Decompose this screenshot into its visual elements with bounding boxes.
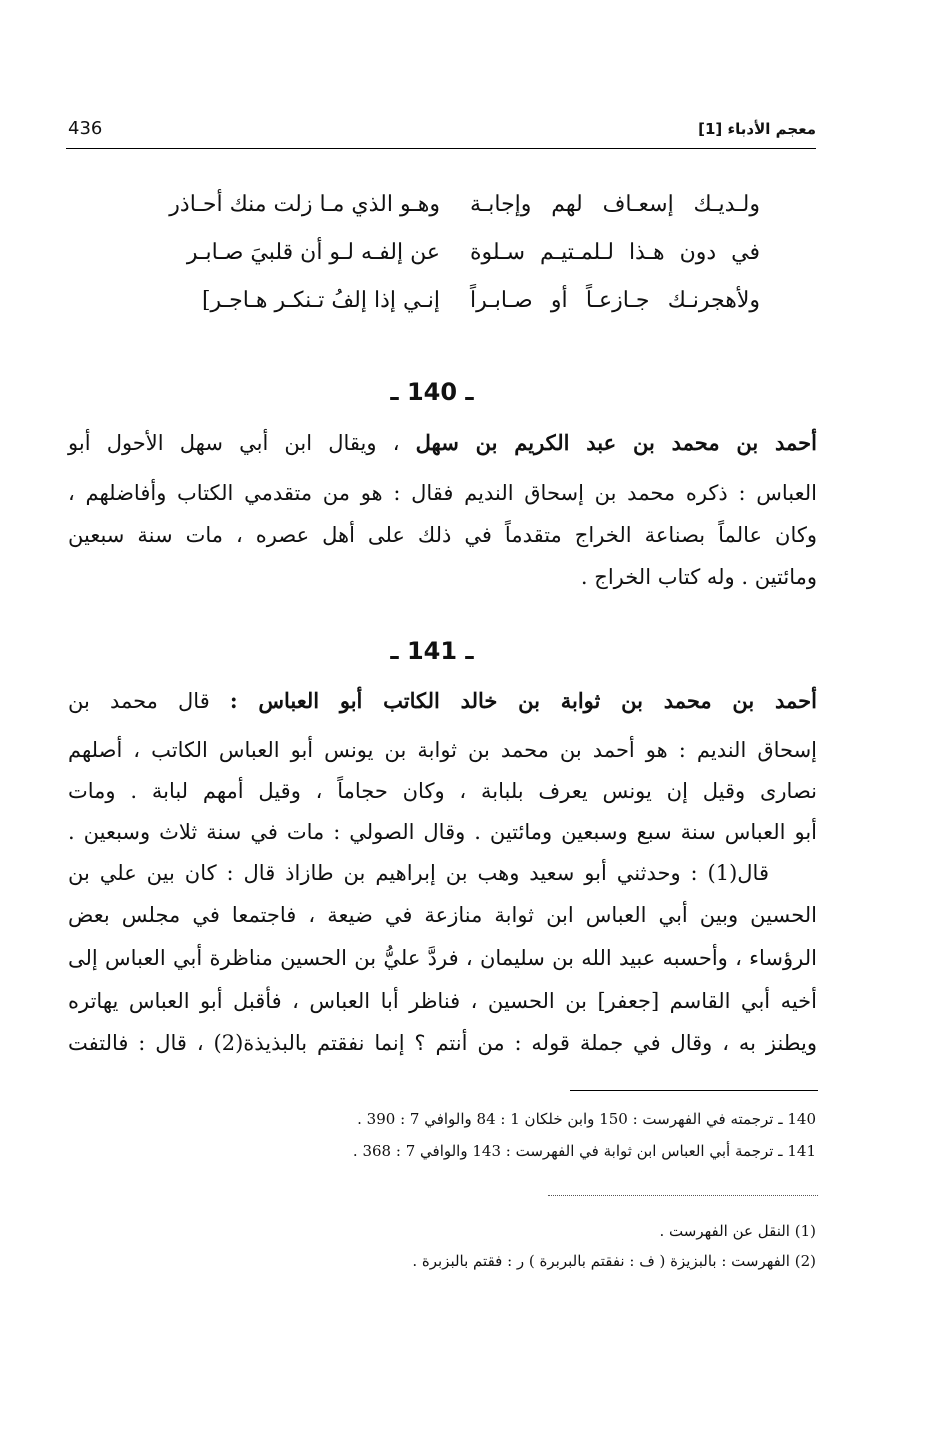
entry-141-line-2: إسحاق النديم : هو أحمد بن محمد بن ثوابة بن يونس أبو العباس الكاتب ، أصلهم bbox=[68, 738, 817, 762]
entry-141-line-3: نصارى وقيل إن يونس يعرف بلبابة ، وكان حجاماً ، وقيل أمهم لبابة . ومات bbox=[68, 779, 817, 803]
source-note-140: 140 ـ ترجمته في الفهرست : 150 وابن خلكان 1 : 84 والوافي 7 : 390 . bbox=[357, 1110, 816, 1128]
entry-140-line-1-rest: ، ويقال ابن أبي سهل الأحول أبو bbox=[68, 431, 400, 455]
entry-141-line-4: أبو العباس سنة سبع وسبعين ومائتين . وقال الصولي : مات في سنة ثلاث وسبعين . bbox=[68, 820, 817, 844]
entry-140-name: أحمد بن محمد بن عبد الكريم بن سهل bbox=[415, 430, 817, 455]
entry-141-number: ـ 141 ـ bbox=[390, 637, 474, 665]
running-header-title: معجم الأدباء [1] bbox=[698, 120, 816, 138]
verse-2-second-hemistich: عن إلفـه لـو أن قلبيَ صـابـر bbox=[186, 240, 440, 265]
verse-1-first-hemistich: ولـديـك إسعـاف لهم وإجابـة bbox=[470, 192, 760, 217]
entry-141-line-1-rest: قال محمد بن bbox=[68, 689, 210, 713]
entry-140-line-4: ومائتين . وله كتاب الخراج . bbox=[580, 565, 817, 589]
entry-140-line-1 bbox=[68, 426, 817, 460]
footnotes-separator bbox=[548, 1195, 818, 1196]
sources-separator bbox=[570, 1090, 818, 1091]
entry-140-number: ـ 140 ـ bbox=[390, 378, 474, 406]
header-rule bbox=[66, 148, 816, 149]
entry-141-para2-line-3: الرؤساء ، وأحسبه عبيد الله بن سليمان ، فردَّ عليُّ بن الحسين مناظرة أبي العباس إلى bbox=[68, 946, 817, 970]
footnote-1: (1) النقل عن الفهرست . bbox=[659, 1222, 816, 1240]
verse-3-second-hemistich: إنـي إذا إلفُ تـنكـر هـاجـر] bbox=[201, 288, 440, 313]
entry-141-para2-line-4: أخيه أبي القاسم [جعفر] بن الحسين ، فناظر أبا العباس ، فأقبل أبو العباس يهاتره bbox=[68, 989, 817, 1013]
entry-141-para2-line-5: ويطنز به ، وقال في جملة قوله : من أنتم ؟ إنما نفقتم بالبذيذة(2) ، قال : فالتفت bbox=[68, 1031, 818, 1055]
entry-140-line-3: وكان عالماً بصناعة الخراج متقدماً في ذلك على أهل عصره ، مات سنة سبعين bbox=[68, 523, 817, 547]
entry-141-line-1 bbox=[68, 684, 817, 718]
verse-1-second-hemistich: وهـو الذي مـا زلت منك أحـاذر bbox=[169, 192, 440, 217]
verse-3-first-hemistich: ولأهجرنـك جـازعـاً أو صـابـراً bbox=[470, 288, 760, 313]
verse-2-first-hemistich: في دون هـذا لـلمـتيـم سـلوة bbox=[470, 240, 760, 265]
entry-141-name: أحمد بن محمد بن ثوابة بن خالد الكاتب أبو العباس : bbox=[229, 688, 817, 713]
footnote-2: (2) الفهرست : بالبزيزة ( ف : نفقتم بالبربرة ) ر : فقتم بالبزبرة . bbox=[412, 1252, 816, 1270]
entry-141-para2-line-2: الحسين وبين أبي العباس ابن ثوابة منازعة في ضيعة ، فاجتمعا في مجلس بعض bbox=[68, 903, 817, 927]
page-number: 436 bbox=[68, 118, 103, 139]
entry-141-para2-line-1: قال(1) : وحدثني أبو سعيد وهب بن إبراهيم بن طازاذ قال : كان بين علي بن bbox=[68, 861, 769, 885]
entry-140-line-2: العباس : ذكره محمد بن إسحاق النديم فقال : هو من متقدمي الكتاب وأفاضلهم ، bbox=[68, 481, 817, 505]
source-note-141: 141 ـ ترجمة أبي العباس ابن ثوابة في الفهرست : 143 والوافي 7 : 368 . bbox=[352, 1142, 816, 1160]
